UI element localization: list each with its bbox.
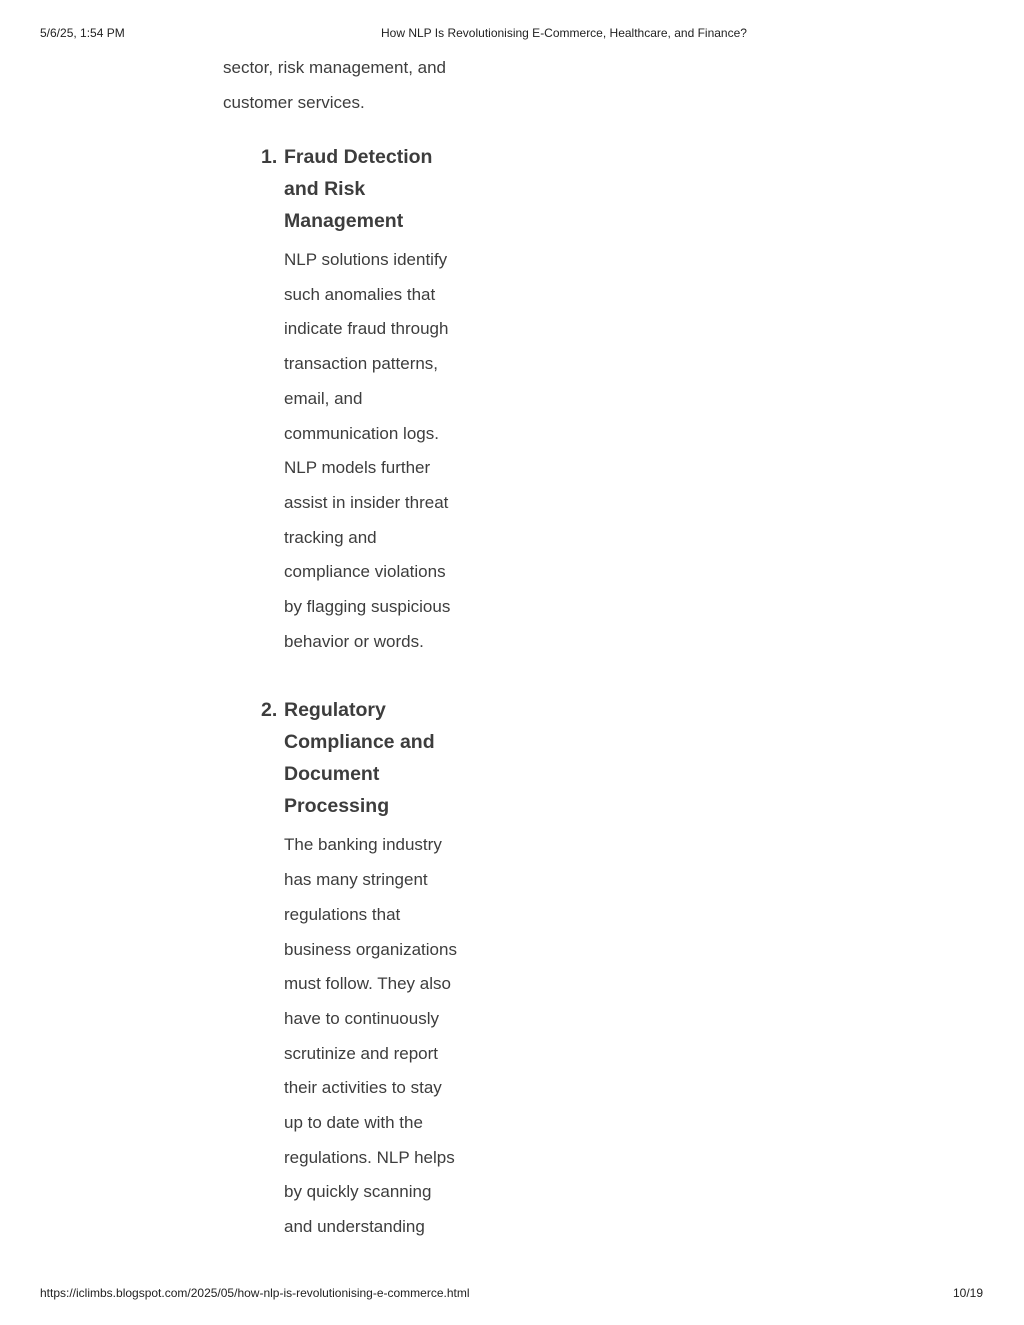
body-line: transaction patterns, — [284, 354, 439, 374]
body-line: by flagging suspicious — [284, 597, 451, 617]
intro-paragraph — [223, 50, 483, 120]
section-number: 2. — [261, 699, 278, 722]
body-line: behavior or words. — [284, 631, 424, 651]
section-body — [284, 243, 474, 659]
print-page-number: 10/19 — [952, 1286, 983, 1300]
body-line: regulations. NLP helps — [284, 1147, 455, 1167]
print-datetime: 5/6/25, 1:54 PM — [40, 26, 125, 40]
heading-line: Compliance and — [284, 731, 435, 754]
print-page-title: How NLP Is Revolutionising E-Commerce, Healthcare, and Finance? — [381, 26, 747, 40]
heading-line: Processing — [284, 795, 390, 818]
body-line: compliance violations — [284, 562, 446, 582]
body-line: such anomalies that — [284, 284, 436, 304]
body-line: scrutinize and report — [284, 1043, 439, 1063]
body-line: NLP models further — [284, 458, 431, 478]
body-line: their activities to stay — [284, 1078, 442, 1098]
section-regulatory-compliance — [223, 694, 483, 1244]
body-line: and understanding — [284, 1217, 425, 1237]
body-line: indicate fraud through — [284, 319, 449, 339]
intro-line: customer services. — [223, 93, 365, 112]
section-number: 1. — [261, 146, 278, 168]
section-fraud-detection — [223, 141, 483, 659]
body-line: NLP solutions identify — [284, 250, 448, 269]
body-line: assist in insider threat — [284, 492, 449, 512]
body-line: business organizations — [284, 939, 457, 959]
intro-line: sector, risk management, and — [223, 58, 447, 77]
section-heading — [284, 141, 454, 237]
body-line: have to continuously — [284, 1008, 439, 1028]
body-line: The banking industry — [284, 835, 442, 855]
section-body — [284, 828, 474, 1244]
body-line: email, and — [284, 388, 363, 408]
body-line: communication logs. — [284, 423, 439, 443]
section-heading — [284, 694, 454, 822]
body-line: has many stringent — [284, 870, 428, 890]
body-line: up to date with the — [284, 1113, 423, 1133]
heading-line: Management — [284, 210, 404, 232]
body-line: must follow. They also — [284, 974, 451, 994]
heading-line: and Risk — [284, 178, 366, 200]
body-line: tracking and — [284, 527, 377, 547]
heading-line: Document — [284, 763, 380, 786]
body-line: by quickly scanning — [284, 1182, 432, 1202]
print-url[interactable]: https://iclimbs.blogspot.com/2025/05/how-nlp-is-revolutionising-e-commerce.html — [40, 1286, 470, 1300]
body-line: regulations that — [284, 904, 401, 924]
heading-line: Fraud Detection — [284, 146, 433, 168]
sections-list — [223, 141, 483, 1245]
article-content — [223, 50, 483, 1280]
heading-line: Regulatory — [284, 699, 386, 722]
